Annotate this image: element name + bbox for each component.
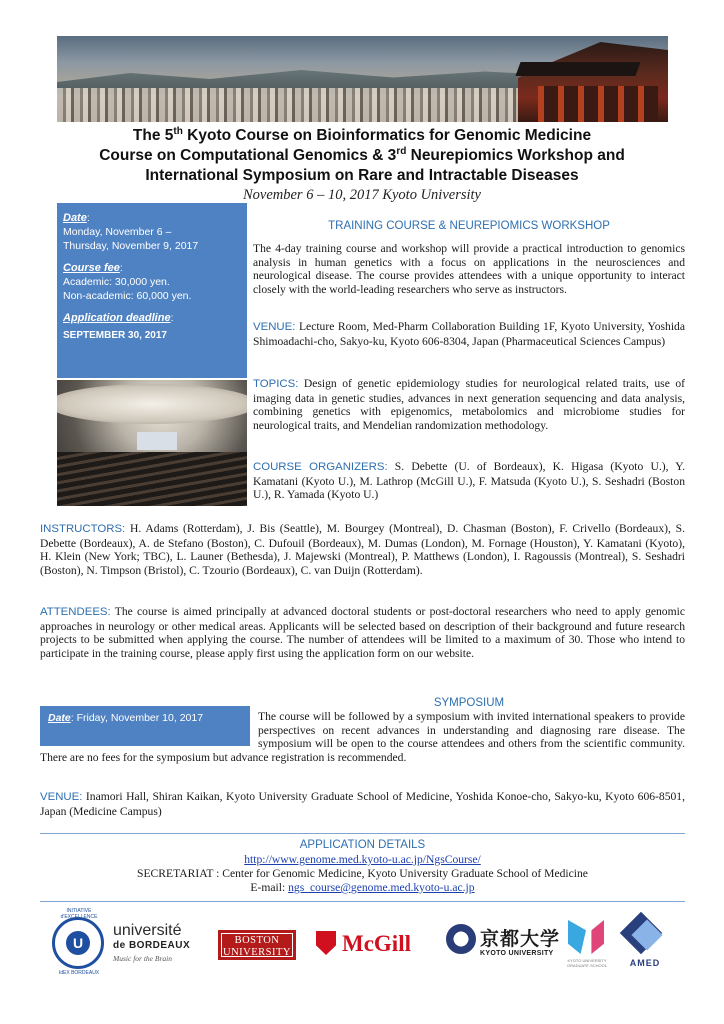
symposium-date-box: [40, 706, 250, 746]
idex-top-text: INITIATIVE d'EXCELLENCE: [60, 908, 98, 920]
amed-text: AMED: [629, 958, 661, 968]
boston-line-2: UNIVERSITY: [223, 947, 291, 958]
title-line-2: Course on Computational Genomics & 3rd Neurepiomics Workshop and: [99, 145, 625, 164]
instructors-label: INSTRUCTORS:: [40, 523, 126, 535]
universite-bordeaux-logo: [113, 922, 203, 970]
wing-left-icon: [568, 920, 586, 954]
idex-bordeaux-logo: [52, 908, 104, 976]
organizers-label: COURSE ORGANIZERS:: [253, 461, 388, 473]
title-block: [0, 126, 724, 204]
photo-ceiling: [57, 384, 247, 424]
mcgill-logo: [316, 928, 434, 960]
kyoto-university-logo: [446, 920, 566, 966]
organizers-text: S. Debette (U. of Bordeaux), K. Higasa (Kyoto U.), Y. Kamatani (Kyoto U.), M. Lathrop (McGill U.), F. Matsuda (Kyoto U.), S. Seshadri (Boston U.), R. Yamada (Kyoto U.): [253, 460, 685, 502]
venue-paragraph: [253, 320, 685, 348]
venue-label: VENUE:: [253, 321, 296, 333]
idex-letter: U: [66, 931, 90, 955]
attendees-text: The course is aimed principally at advanced doctoral students or post-doctoral researchers who need to apply genomic approaches in neurology or other medical areas. Applicants will be selected based on description of their background and future research projects to be submitted when applying the course. The number of attendees will be limited to a maximum of 30. Those who intend to participate in the training course, please apply first using the application form on our website.: [40, 605, 685, 660]
organizers-paragraph: [253, 460, 685, 502]
topics-label: TOPICS:: [253, 378, 299, 390]
bordeaux-line-1: université: [113, 922, 182, 939]
boston-line-1: BOSTON: [234, 935, 280, 946]
kyoto-banner-image: [57, 36, 668, 122]
secretariat-text: SECRETARIAT : Center for Genomic Medicine, Kyoto University Graduate School of Medicine: [137, 867, 588, 880]
date-label: Date: [63, 212, 87, 224]
lecture-room-photo: [57, 380, 247, 506]
temple-columns: [538, 86, 658, 122]
kyoto-crest-icon: [446, 924, 476, 954]
email-link[interactable]: ngs_course@genome.med.kyoto-u.ac.jp: [288, 881, 475, 894]
course-website-link[interactable]: http://www.genome.med.kyoto-u.ac.jp/NgsCourse/: [244, 853, 481, 866]
bordeaux-line-3: Music for the Brain: [113, 954, 172, 963]
divider-bottom: [40, 901, 685, 902]
photo-seats: [57, 452, 247, 506]
kyoto-jp-name: 京都大学: [480, 928, 561, 950]
photo-screen: [137, 432, 177, 450]
topics-paragraph: [253, 377, 685, 432]
date-line-2: Thursday, November 9, 2017: [63, 240, 199, 252]
title-line-3: International Symposium on Rare and Intractable Diseases: [145, 167, 579, 184]
title-subtitle: November 6 – 10, 2017 Kyoto University: [242, 187, 481, 203]
title-line-1: The 5th Kyoto Course on Bioinformatics for Genomic Medicine: [132, 125, 592, 144]
bordeaux-line-2: de BORDEAUX: [113, 940, 191, 951]
deadline-label: Application deadline: [63, 312, 171, 324]
symposium-venue-label: VENUE:: [40, 791, 83, 803]
symposium-heading: SYMPOSIUM: [433, 697, 505, 709]
symposium-venue-paragraph: [40, 790, 685, 818]
temple-roof: [515, 62, 640, 76]
idex-bottom-text: IdEX BORDEAUX: [58, 970, 100, 976]
symposium-venue-text: Inamori Hall, Shiran Kaikan, Kyoto University Graduate School of Medicine, Yoshida Konoe-cho, Sakyo-ku, Kyoto 606-8501, Japan (Medicine Campus): [40, 790, 685, 818]
boston-university-logo: [218, 930, 296, 960]
graduate-school-text: KYOTO UNIVERSITY GRADUATE SCHOOL: [567, 958, 607, 968]
application-details: [40, 838, 685, 895]
symposium-date-label: Date: [48, 712, 71, 724]
date-line-1: Monday, November 6 –: [63, 226, 172, 238]
attendees-label: ATTENDEES:: [40, 606, 111, 618]
kyoto-en-name: KYOTO UNIVERSITY: [480, 950, 554, 957]
fee-academic: Academic: 30,000 yen.: [63, 276, 170, 288]
instructors-text: H. Adams (Rotterdam), J. Bis (Seattle), M. Bourgey (Montreal), D. Chasman (Boston), F. Crivello (Bordeaux), S. Debette (Bordeaux), A. de Stefano (Boston), C. Dufouil (Bordeaux), M. Dumas (London), M. Fornage (Houston), Y. Kamatani (Kyoto), H. Klein (New York; TBC), L. Launer (Bethesda), J. Majewski (Montreal), P. Matthews (London), I. Ragoussis (Montreal), S. Seshadri (Boston), N. Timpson (Bristol), C. Tzourio (Bordeaux), C. van Duijn (Rotterdam).: [40, 522, 685, 577]
wing-right-icon: [586, 920, 604, 954]
graduate-school-logo: [566, 918, 608, 968]
fee-nonacademic: Non-academic: 60,000 yen.: [63, 290, 192, 302]
venue-text: Lecture Room, Med-Pharm Collaboration Building 1F, Kyoto University, Yoshida Shimoadachi-cho, Sakyo-ku, Kyoto 606-8304, Japan (Pharmaceutical Sciences Campus): [253, 320, 685, 348]
symposium-date-value: : Friday, November 10, 2017: [70, 712, 204, 724]
application-heading: APPLICATION DETAILS: [299, 839, 426, 851]
training-text: The 4-day training course and workshop will provide a practical introduction to genomics analysis in human genetics with a focus on applications in the neurosciences and neurological disease. The course provides attendees with a unique opportunity to interact closely with the world-leading researchers who serve as instructors.: [253, 242, 685, 296]
fee-label: Course fee: [63, 262, 120, 274]
email-label: E-mail:: [250, 881, 289, 894]
amed-logo: [620, 916, 670, 972]
instructors-paragraph: [40, 522, 685, 577]
course-info-box: Date: Monday, November 6 – Thursday, November 9, 2017 Course fee: Academic: 30,000 yen. Non-academic: 60,000 yen. Application deadline: SEPTEMBER 30, 2017: [57, 203, 247, 378]
symposium-text: The course will be followed by a symposium with invited international speakers to provide perspectives on recent advances in understanding and diagnosing rare disease. The symposium will be open to the course attendees and others from the scientific community. There are no fees for the symposium but advance registration is recommended.: [40, 710, 685, 764]
deadline-value: SEPTEMBER 30, 2017: [63, 330, 167, 341]
mcgill-text: McGill: [342, 931, 411, 956]
mcgill-crest-icon: [316, 931, 336, 955]
topics-text: Design of genetic epidemiology studies for neurological related traits, use of imaging data in genetic studies, advances in next generation sequencing and data analysis, combining genetics with epigenomics, metabolomics and microbiome studies for neurological traits, and Mendelian randomization methodology.: [253, 377, 685, 432]
training-heading: TRAINING COURSE & NEUREPIOMICS WORKSHOP: [328, 220, 610, 232]
attendees-paragraph: [40, 605, 685, 660]
divider-top: [40, 833, 685, 834]
